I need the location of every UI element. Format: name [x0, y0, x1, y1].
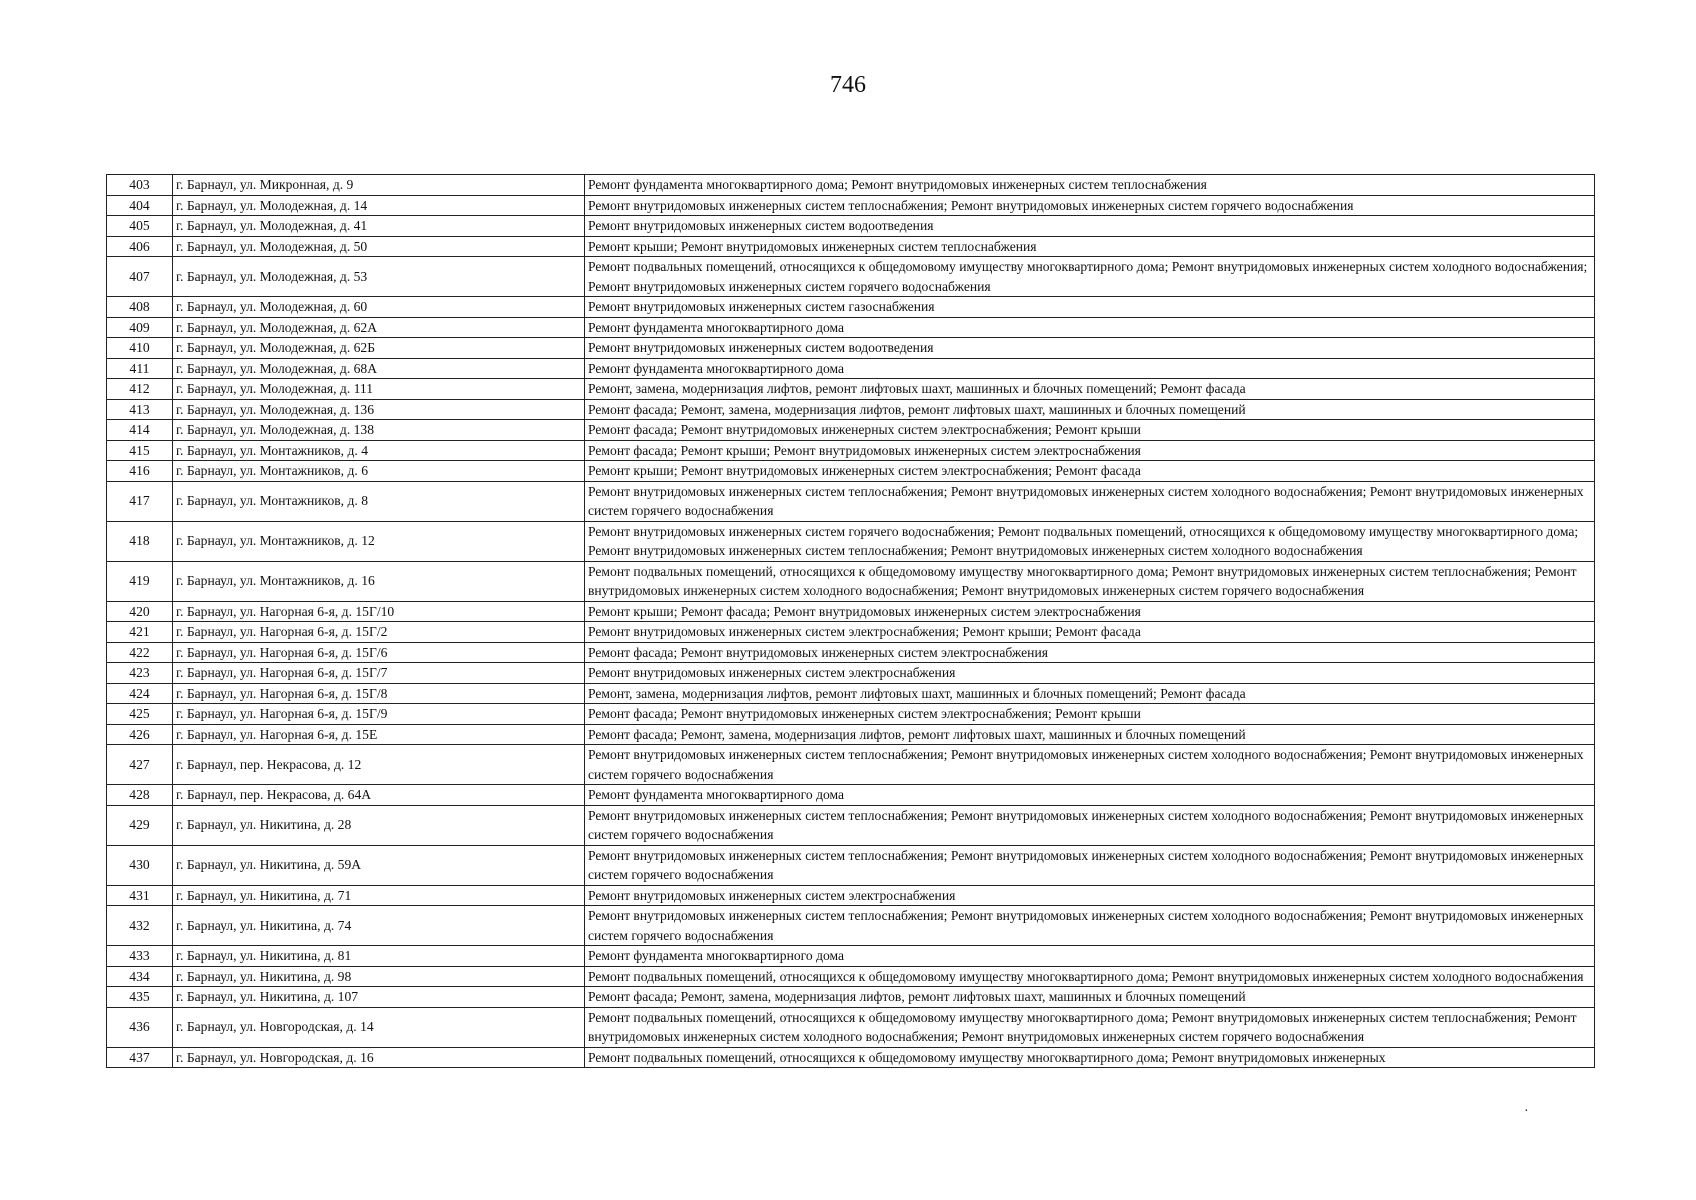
- address-cell: г. Барнаул, ул. Молодежная, д. 62А: [173, 317, 585, 338]
- works-cell: Ремонт фасада; Ремонт, замена, модернизация лифтов, ремонт лифтовых шахт, машинных и блочных помещений: [585, 724, 1595, 745]
- works-cell: Ремонт внутридомовых инженерных систем электроснабжения: [585, 885, 1595, 906]
- table-row: [107, 683, 1595, 704]
- address-cell: г. Барнаул, ул. Молодежная, д. 53: [173, 257, 585, 297]
- address-cell: г. Барнаул, ул. Нагорная 6-я, д. 15Г/9: [173, 704, 585, 725]
- works-cell: Ремонт внутридомовых инженерных систем электроснабжения; Ремонт крыши; Ремонт фасада: [585, 622, 1595, 643]
- row-number-cell: 436: [107, 1007, 173, 1047]
- table-row: [107, 257, 1595, 297]
- row-number-cell: 405: [107, 216, 173, 237]
- works-cell: Ремонт фундамента многоквартирного дома: [585, 946, 1595, 967]
- table-row: [107, 521, 1595, 561]
- row-number-cell: 407: [107, 257, 173, 297]
- address-cell: г. Барнаул, ул. Никитина, д. 74: [173, 906, 585, 946]
- row-number-cell: 428: [107, 785, 173, 806]
- address-cell: г. Барнаул, ул. Нагорная 6-я, д. 15Г/7: [173, 663, 585, 684]
- address-cell: г. Барнаул, ул. Монтажников, д. 4: [173, 440, 585, 461]
- works-cell: Ремонт подвальных помещений, относящихся к общедомовому имуществу многоквартирного дома; Ремонт внутридомовых инженерных систем холодного водоснабжения: [585, 966, 1595, 987]
- table-row: [107, 622, 1595, 643]
- works-cell: Ремонт, замена, модернизация лифтов, ремонт лифтовых шахт, машинных и блочных помещений; Ремонт фасада: [585, 379, 1595, 400]
- address-cell: г. Барнаул, ул. Никитина, д. 71: [173, 885, 585, 906]
- scan-dot-mark: ·: [1524, 1104, 1529, 1119]
- row-number-cell: 421: [107, 622, 173, 643]
- address-cell: г. Барнаул, пер. Некрасова, д. 12: [173, 745, 585, 785]
- table-row: [107, 461, 1595, 482]
- address-cell: г. Барнаул, ул. Нагорная 6-я, д. 15Г/2: [173, 622, 585, 643]
- works-cell: Ремонт подвальных помещений, относящихся к общедомовому имуществу многоквартирного дома; Ремонт внутридомовых инженерных систем холодного водоснабжения; Ремонт внутридомовых инженерных систем горячего водоснабжения: [585, 257, 1595, 297]
- row-number-cell: 403: [107, 175, 173, 196]
- table-row: [107, 379, 1595, 400]
- table-row: [107, 966, 1595, 987]
- works-cell: Ремонт подвальных помещений, относящихся к общедомовому имуществу многоквартирного дома; Ремонт внутридомовых инженерных систем теплоснабжения; Ремонт внутридомовых инженерных систем холодного водоснабжения; Ремонт внутридомовых инженерных систем горячего водоснабжения: [585, 561, 1595, 601]
- table-row: [107, 317, 1595, 338]
- address-cell: г. Барнаул, ул. Монтажников, д. 12: [173, 521, 585, 561]
- works-cell: Ремонт фасада; Ремонт, замена, модернизация лифтов, ремонт лифтовых шахт, машинных и блочных помещений: [585, 399, 1595, 420]
- works-cell: Ремонт фасада; Ремонт внутридомовых инженерных систем электроснабжения; Ремонт крыши: [585, 704, 1595, 725]
- table-row: [107, 216, 1595, 237]
- works-cell: Ремонт крыши; Ремонт внутридомовых инженерных систем электроснабжения; Ремонт фасада: [585, 461, 1595, 482]
- table-row: [107, 946, 1595, 967]
- table-row: [107, 399, 1595, 420]
- row-number-cell: 431: [107, 885, 173, 906]
- table-row: [107, 236, 1595, 257]
- works-cell: Ремонт внутридомовых инженерных систем теплоснабжения; Ремонт внутридомовых инженерных систем холодного водоснабжения; Ремонт внутридомовых инженерных систем горячего водоснабжения: [585, 481, 1595, 521]
- row-number-cell: 413: [107, 399, 173, 420]
- address-cell: г. Барнаул, ул. Никитина, д. 28: [173, 805, 585, 845]
- table-row: [107, 601, 1595, 622]
- table-row: [107, 845, 1595, 885]
- address-cell: г. Барнаул, ул. Монтажников, д. 6: [173, 461, 585, 482]
- address-cell: г. Барнаул, ул. Новгородская, д. 14: [173, 1007, 585, 1047]
- works-cell: Ремонт подвальных помещений, относящихся к общедомовому имуществу многоквартирного дома; Ремонт внутридомовых инженерных: [585, 1047, 1595, 1068]
- table-row: [107, 175, 1595, 196]
- address-cell: г. Барнаул, ул. Никитина, д. 81: [173, 946, 585, 967]
- row-number-cell: 432: [107, 906, 173, 946]
- works-cell: Ремонт внутридомовых инженерных систем теплоснабжения; Ремонт внутридомовых инженерных систем холодного водоснабжения; Ремонт внутридомовых инженерных систем горячего водоснабжения: [585, 906, 1595, 946]
- row-number-cell: 434: [107, 966, 173, 987]
- works-cell: Ремонт внутридомовых инженерных систем водоотведения: [585, 216, 1595, 237]
- address-cell: г. Барнаул, ул. Нагорная 6-я, д. 15Г/8: [173, 683, 585, 704]
- works-cell: Ремонт внутридомовых инженерных систем газоснабжения: [585, 297, 1595, 318]
- row-number-cell: 419: [107, 561, 173, 601]
- works-cell: Ремонт внутридомовых инженерных систем теплоснабжения; Ремонт внутридомовых инженерных систем холодного водоснабжения; Ремонт внутридомовых инженерных систем горячего водоснабжения: [585, 845, 1595, 885]
- row-number-cell: 411: [107, 358, 173, 379]
- works-cell: Ремонт внутридомовых инженерных систем теплоснабжения; Ремонт внутридомовых инженерных систем холодного водоснабжения; Ремонт внутридомовых инженерных систем горячего водоснабжения: [585, 805, 1595, 845]
- table-row: [107, 987, 1595, 1008]
- works-cell: Ремонт внутридомовых инженерных систем электроснабжения: [585, 663, 1595, 684]
- address-cell: г. Барнаул, ул. Молодежная, д. 50: [173, 236, 585, 257]
- row-number-cell: 410: [107, 338, 173, 359]
- table-row: [107, 338, 1595, 359]
- table-row: [107, 642, 1595, 663]
- works-cell: Ремонт фундамента многоквартирного дома: [585, 317, 1595, 338]
- table-row: [107, 1007, 1595, 1047]
- works-cell: Ремонт внутридомовых инженерных систем водоотведения: [585, 338, 1595, 359]
- row-number-cell: 433: [107, 946, 173, 967]
- works-cell: Ремонт фасада; Ремонт внутридомовых инженерных систем электроснабжения: [585, 642, 1595, 663]
- address-cell: г. Барнаул, ул. Нагорная 6-я, д. 15Г/10: [173, 601, 585, 622]
- page-number: 746: [830, 72, 866, 98]
- address-cell: г. Барнаул, ул. Молодежная, д. 41: [173, 216, 585, 237]
- address-cell: г. Барнаул, ул. Монтажников, д. 8: [173, 481, 585, 521]
- address-cell: г. Барнаул, ул. Никитина, д. 59А: [173, 845, 585, 885]
- address-cell: г. Барнаул, ул. Молодежная, д. 62Б: [173, 338, 585, 359]
- table-row: [107, 906, 1595, 946]
- row-number-cell: 437: [107, 1047, 173, 1068]
- row-number-cell: 420: [107, 601, 173, 622]
- address-cell: г. Барнаул, ул. Микронная, д. 9: [173, 175, 585, 196]
- table-row: [107, 663, 1595, 684]
- works-cell: Ремонт крыши; Ремонт внутридомовых инженерных систем теплоснабжения: [585, 236, 1595, 257]
- row-number-cell: 416: [107, 461, 173, 482]
- table-body: [107, 175, 1595, 1068]
- works-cell: Ремонт внутридомовых инженерных систем теплоснабжения; Ремонт внутридомовых инженерных систем холодного водоснабжения; Ремонт внутридомовых инженерных систем горячего водоснабжения: [585, 745, 1595, 785]
- table-row: [107, 704, 1595, 725]
- row-number-cell: 430: [107, 845, 173, 885]
- address-cell: г. Барнаул, ул. Монтажников, д. 16: [173, 561, 585, 601]
- table-row: [107, 481, 1595, 521]
- address-cell: г. Барнаул, ул. Молодежная, д. 68А: [173, 358, 585, 379]
- table-row: [107, 805, 1595, 845]
- works-cell: Ремонт внутридомовых инженерных систем теплоснабжения; Ремонт внутридомовых инженерных систем горячего водоснабжения: [585, 195, 1595, 216]
- repair-program-table: [106, 174, 1595, 1068]
- table-row: [107, 195, 1595, 216]
- row-number-cell: 408: [107, 297, 173, 318]
- works-cell: Ремонт фундамента многоквартирного дома: [585, 358, 1595, 379]
- works-cell: Ремонт, замена, модернизация лифтов, ремонт лифтовых шахт, машинных и блочных помещений; Ремонт фасада: [585, 683, 1595, 704]
- row-number-cell: 435: [107, 987, 173, 1008]
- address-cell: г. Барнаул, ул. Нагорная 6-я, д. 15Е: [173, 724, 585, 745]
- table-row: [107, 358, 1595, 379]
- row-number-cell: 414: [107, 420, 173, 441]
- address-cell: г. Барнаул, ул. Нагорная 6-я, д. 15Г/6: [173, 642, 585, 663]
- table-row: [107, 1047, 1595, 1068]
- row-number-cell: 417: [107, 481, 173, 521]
- row-number-cell: 422: [107, 642, 173, 663]
- table-row: [107, 745, 1595, 785]
- table-row: [107, 420, 1595, 441]
- row-number-cell: 412: [107, 379, 173, 400]
- row-number-cell: 418: [107, 521, 173, 561]
- address-cell: г. Барнаул, ул. Молодежная, д. 136: [173, 399, 585, 420]
- row-number-cell: 427: [107, 745, 173, 785]
- table-row: [107, 297, 1595, 318]
- table-row: [107, 724, 1595, 745]
- row-number-cell: 426: [107, 724, 173, 745]
- row-number-cell: 404: [107, 195, 173, 216]
- address-cell: г. Барнаул, ул. Новгородская, д. 16: [173, 1047, 585, 1068]
- table-row: [107, 885, 1595, 906]
- table-row: [107, 440, 1595, 461]
- address-cell: г. Барнаул, ул. Молодежная, д. 111: [173, 379, 585, 400]
- works-cell: Ремонт фундамента многоквартирного дома: [585, 785, 1595, 806]
- works-cell: Ремонт внутридомовых инженерных систем горячего водоснабжения; Ремонт подвальных помещений, относящихся к общедомовому имуществу многоквартирного дома; Ремонт внутридомовых инженерных систем теплоснабжения; Ремонт внутридомовых инженерных систем холодного водоснабжения: [585, 521, 1595, 561]
- works-cell: Ремонт фасада; Ремонт внутридомовых инженерных систем электроснабжения; Ремонт крыши: [585, 420, 1595, 441]
- address-cell: г. Барнаул, ул. Молодежная, д. 14: [173, 195, 585, 216]
- works-cell: Ремонт фасада; Ремонт, замена, модернизация лифтов, ремонт лифтовых шахт, машинных и блочных помещений: [585, 987, 1595, 1008]
- row-number-cell: 429: [107, 805, 173, 845]
- table-row: [107, 785, 1595, 806]
- row-number-cell: 409: [107, 317, 173, 338]
- works-cell: Ремонт фундамента многоквартирного дома; Ремонт внутридомовых инженерных систем теплоснабжения: [585, 175, 1595, 196]
- row-number-cell: 423: [107, 663, 173, 684]
- row-number-cell: 425: [107, 704, 173, 725]
- address-cell: г. Барнаул, ул. Молодежная, д. 138: [173, 420, 585, 441]
- address-cell: г. Барнаул, ул. Никитина, д. 107: [173, 987, 585, 1008]
- works-cell: Ремонт крыши; Ремонт фасада; Ремонт внутридомовых инженерных систем электроснабжения: [585, 601, 1595, 622]
- address-cell: г. Барнаул, пер. Некрасова, д. 64А: [173, 785, 585, 806]
- address-cell: г. Барнаул, ул. Никитина, д. 98: [173, 966, 585, 987]
- table-row: [107, 561, 1595, 601]
- row-number-cell: 415: [107, 440, 173, 461]
- row-number-cell: 406: [107, 236, 173, 257]
- row-number-cell: 424: [107, 683, 173, 704]
- works-cell: Ремонт подвальных помещений, относящихся к общедомовому имуществу многоквартирного дома; Ремонт внутридомовых инженерных систем теплоснабжения; Ремонт внутридомовых инженерных систем холодного водоснабжения; Ремонт внутридомовых инженерных систем горячего водоснабжения: [585, 1007, 1595, 1047]
- address-cell: г. Барнаул, ул. Молодежная, д. 60: [173, 297, 585, 318]
- works-cell: Ремонт фасада; Ремонт крыши; Ремонт внутридомовых инженерных систем электроснабжения: [585, 440, 1595, 461]
